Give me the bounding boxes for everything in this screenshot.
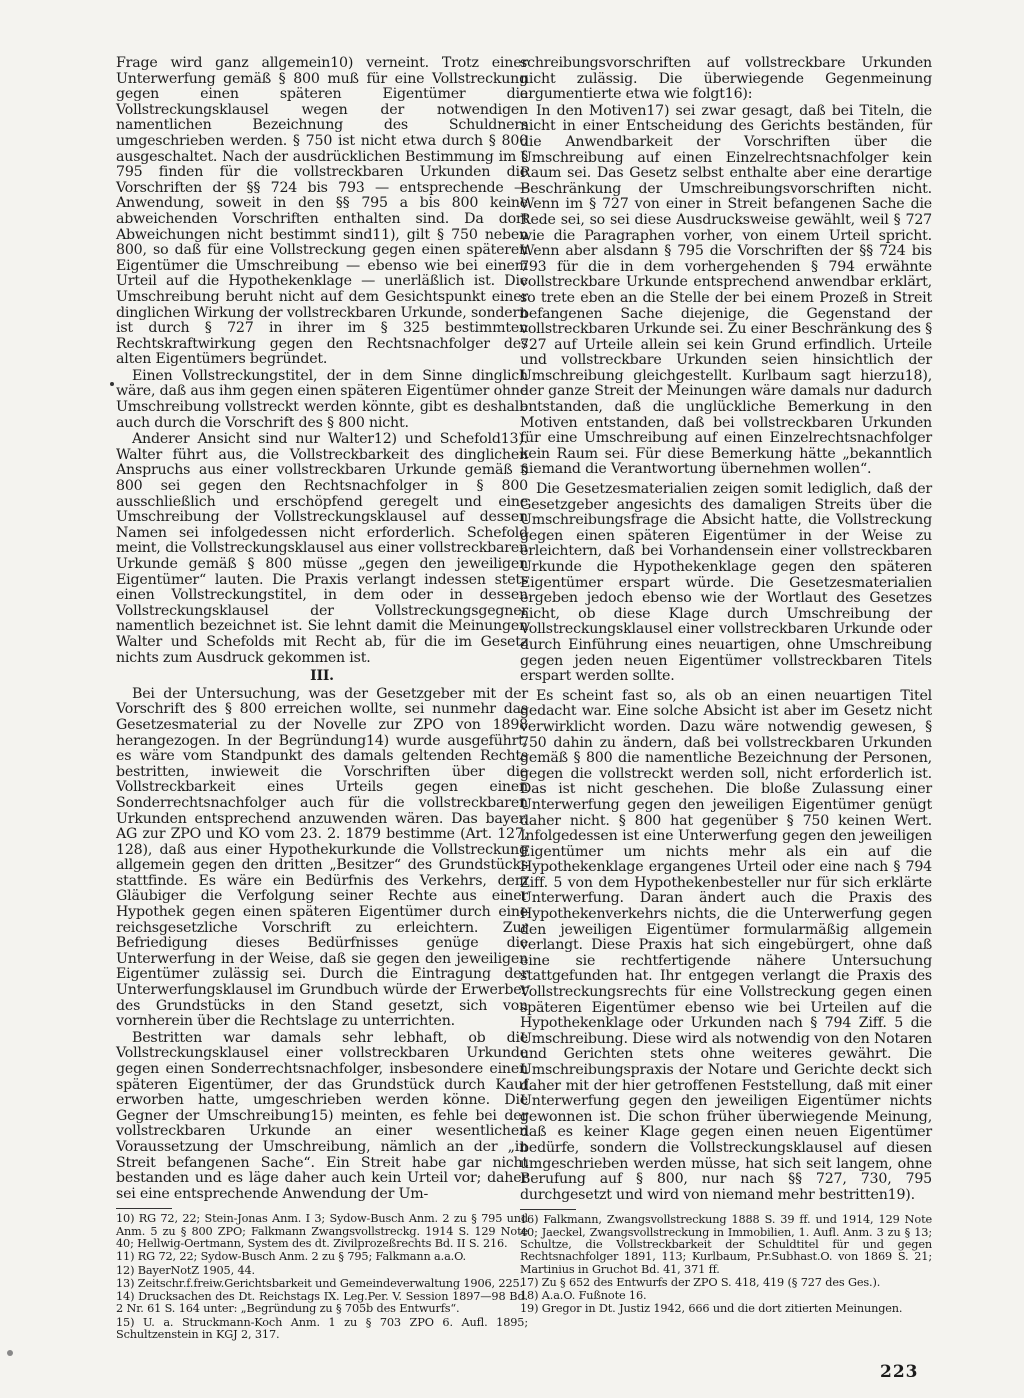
paragraph: Bestritten war damals sehr lebhaft, ob die Vollstreckungsklausel einer vollstreckbaren Urkunde gegen einen Sonderrechtsnachfolger, insbesondere einen späteren Eigentümer, der das Grundstück durch Kauf erworben hatte, umgeschrieben werden könne. Die Gegner der Umschreibung15) meinten, es fehle bei der vollstreckbaren Urkunde an einer wesentlichen Voraussetzung der Umschreibung, nämlich an der „in Streit befangenen Sache“. Ein Streit habe gar nicht bestanden und es läge daher auch kein Urteil vor; daher sei eine entsprechende Anwendung der Um- bbox=[116, 1029, 528, 1202]
paragraph: Anderer Ansicht sind nur Walter12) und Schefold13). Walter führt aus, die Vollstreckbarkeit des dinglichen Anspruchs aus einer vollstreckbaren Urkunde gemäß § 800 sei gegen den Rechtsnachfolger in § 800 ausschließlich und erschöpfend geregelt und eine Umschreibung der Vollstreckungsklausel auf dessen Namen sei infolgedessen nicht erforderlich. Schefold meint, die Vollstreckungsklausel aus einer vollstreckbaren Urkunde gemäß § 800 müsse „gegen den jeweiligen Eigentümer“ lauten. Die Praxis verlangt indessen stets einen Vollstreckungstitel, in dem oder in dessen Vollstreckungsklausel der Vollstreckungsgegner namentlich bezeichnet ist. Sie lehnt damit die Meinungen Walter und Schefolds mit Recht ab, für die im Gesetz nichts zum Ausdruck gekommen ist. bbox=[116, 431, 528, 666]
margin-bullet bbox=[110, 382, 114, 386]
section-heading: III. bbox=[310, 668, 334, 685]
footnote: 14) Drucksachen des Dt. Reichstags IX. Leg.Per. V. Session 1897—98 Bd. 2 Nr. 61 S. 164 unter: „Begründung zu § 705b des Entwurfs“. bbox=[116, 1290, 528, 1316]
margin-mark bbox=[7, 1350, 13, 1356]
paragraph: Es scheint fast so, als ob an einen neuartigen Titel gedacht war. Eine solche Absicht ist aber im Gesetz nicht verwirklicht worden. Dazu wäre notwendig gewesen, § 750 dahin zu ändern, daß bei vollstreckbaren Urkunden gemäß § 800 die namentliche Bezeichnung der Personen, gegen die vollstreckt werden soll, nicht erforderlich ist. Das ist nicht geschehen. Die bloße Zulassung einer Unterwerfung gegen den jeweiligen Eigentümer genügt daher nicht. § 800 hat gegenüber § 750 keinen Wert. Infolgedessen ist eine Unterwerfung gegen den jeweiligen Eigentümer um nichts mehr als ein auf die Hypothekenklage ergangenes Urteil oder eine nach § 794 Ziff. 5 von dem Hypothekenbesteller nur für sich erklärte Unterwerfung. Daran ändert auch die Praxis des Hypothekenverkehrs nichts, die die Unterwerfung gegen den jeweiligen Eigentümer formularmäßig allgemein verlangt. Diese Praxis hat sich eingebürgert, ohne daß eine sie rechtfertigende nähere Untersuchung stattgefunden hat. Ihr entgegen verlangt die Praxis des Vollstreckungsrechts für eine Vollstreckung gegen einen späteren Eigentümer ebenso wie bei Urteilen auf die Hypothekenklage oder Urkunden nach § 794 Ziff. 5 die Umschreibung. Diese wird als notwendig von den Notaren und Gerichten stets ohne weiteres gewährt. Die Umschreibungspraxis der Notare und Gerichte deckt sich daher mit der hier getroffenen Feststellung, daß mit einer Unterwerfung gegen den jeweiligen Eigentümer nichts gewonnen ist. Die schon früher überwiegende Meinung, daß es keiner Klage gegen einen neuen Eigentümer bedürfe, sondern die Vollstreckungsklausel auf diesen umgeschrieben werden müsse, hat sich seit langem, ohne Berufung auf § 800, nur nach §§ 727, 730, 795 durchgesetzt und wird von niemand mehr bestritten19). bbox=[520, 687, 932, 1203]
footnote: 13) Zeitschr.f.freiw.Gerichtsbarkeit und Gemeindeverwaltung 1906, 225. bbox=[116, 1276, 523, 1290]
footnote-divider bbox=[116, 1208, 172, 1209]
footnote: 10) RG 72, 22; Stein-Jonas Anm. I 3; Sydow-Busch Anm. 2 zu § 795 und Anm. 5 zu § 800 ZPO; Falkmann Zwangsvollstreckg. 1914 S. 129 Note 40; Hellwig-Oertmann, System des dt. Zivilprozeßrechts Bd. II S. 216. bbox=[116, 1212, 528, 1250]
paragraph: schreibungsvorschriften auf vollstreckbare Urkunden nicht zulässig. Die überwiegende Gegenmeinung argumentierte etwa wie folgt16): bbox=[520, 55, 932, 103]
footnote: 16) Falkmann, Zwangsvollstreckung 1888 S. 39 ff. und 1914, 129 Note 40; Jaeckel, Zwangsvollstreckung in Immobilien, 1. Aufl. Anm. 3 zu § 13; Schultze, die Vollstreckbarkeit der Schuldtitel für und gegen Rechtsnachfolger 1891, 113; Kurlbaum, Pr.Subhast.O. von 1869 S. 21; Martinius in Gruchot Bd. 41, 371 ff. bbox=[520, 1213, 932, 1276]
left-column bbox=[116, 56, 528, 1342]
paragraph: Einen Vollstreckungstitel, der in dem Sinne dinglich wäre, daß aus ihm gegen einen späteren Eigentümer ohne Umschreibung vollstreckt werden könnte, gibt es deshalb auch durch die Vorschrift des § 800 nicht. bbox=[116, 367, 528, 431]
footnote: 19) Gregor in Dt. Justiz 1942, 666 und die dort zitierten Meinungen. bbox=[520, 1302, 903, 1316]
footnote: 11) RG 72, 22; Sydow-Busch Anm. 2 zu § 795; Falkmann a.a.O. bbox=[116, 1250, 467, 1264]
paragraph: Die Gesetzesmaterialien zeigen somit lediglich, daß der Gesetzgeber angesichts des damaligen Streits über die Umschreibungsfrage die Absicht hatte, die Vollstreckung gegen einen späteren Eigentümer in der Weise zu erleichtern, daß bei Vorhandensein einer vollstreckbaren Urkunde die Hypothekenklage gegen den späteren Eigentümer erspart würde. Die Gesetzesmaterialien ergeben jedoch ebenso wie der Wortlaut des Gesetzes nicht, ob diese Klage durch Umschreibung der Vollstreckungsklausel einer vollstreckbaren Urkunde oder durch Einführung eines neuartigen, ohne Umschreibung gegen jeden neuen Eigentümer vollstreckbaren Titels erspart werden sollte. bbox=[520, 481, 932, 685]
paragraph: In den Motiven17) sei zwar gesagt, daß bei Titeln, die nicht in einer Entscheidung des Gerichts beständen, für die Anwendbarkeit der Vorschriften über die Umschreibung auf einen Einzelrechtsnachfolger kein Raum sei. Das Gesetz selbst enthalte aber eine derartige Beschränkung der Umschreibungsvorschriften nicht. Wenn im § 727 von einer in Streit befangenen Sache die Rede sei, so sei diese Ausdrucksweise gewählt, weil § 727 wie die Paragraphen vorher, von einem Urteil spricht. Wenn aber alsdann § 795 die Vorschriften der §§ 724 bis 793 für die in dem vorhergehenden § 794 erwähnte vollstreckbare Urkunde entsprechend anwendbar erklärt, so trete eben an die Stelle der bei einem Prozeß in Streit befangenen Sache diejenige, die Gegenstand der vollstreckbaren Urkunde sei. Zu einer Beschränkung des § 727 auf Urteile allein sei kein Grund erfindlich. Urteile und vollstreckbare Urkunden seien hinsichtlich der Umschreibung gleichgestellt. Kurlbaum sagt hierzu18), der ganze Streit der Meinungen wäre damals nur dadurch entstanden, daß die unglückliche Bemerkung in den Motiven entstanden, daß bei vollstreckbaren Urkunden für eine Umschreibung auf einen Einzelrechtsnachfolger kein Raum sei. Für diese Bemerkung hätte „bekanntlich niemand die Verantwortung übernehmen wollen“. bbox=[520, 102, 932, 478]
footnote: 15) U. a. Struckmann-Koch Anm. 1 zu § 703 ZPO 6. Aufl. 1895; Schultzenstein in KGJ 2, 317. bbox=[116, 1315, 528, 1342]
footnote: 18) A.a.O. Fußnote 16. bbox=[520, 1289, 647, 1303]
footnote-divider bbox=[520, 1209, 576, 1210]
right-column bbox=[520, 56, 932, 1317]
footnote: 17) Zu § 652 des Entwurfs der ZPO S. 418, 419 (§ 727 des Ges.). bbox=[520, 1275, 881, 1289]
paragraph: Bei der Untersuchung, was der Gesetzgeber mit der Vorschrift des § 800 erreichen wollte, sei nunmehr das Gesetzesmaterial zu der Novelle zur ZPO von 1898 herangezogen. In der Begründung14) wurde ausgeführt, es wäre vom Standpunkt des damals geltenden Rechts bestritten, inwieweit die Vorschriften über die Vollstreckbarkeit eines Urteils gegen einen Sonderrechtsnachfolger auch für die vollstreckbaren Urkunden entsprechend anzuwenden wären. Das bayer. AG zur ZPO und KO vom 23. 2. 1879 bestimme (Art. 127, 128), daß aus einer Hypothekurkunde die Vollstreckung allgemein gegen den dritten „Besitzer“ des Grundstücks stattfinde. Es wäre ein Bedürfnis des Verkehrs, dem Gläubiger die Verfolgung seiner Rechte aus einer Hypothek gegen einen späteren Eigentümer durch eine reichsgesetzliche Vorschrift zu erleichtern. Zur Befriedigung dieses Bedürfnisses genüge die Unterwerfung in der Weise, daß sie gegen den jeweiligen Eigentümer zulässig sei. Durch die Eintragung der Unterwerfungsklausel im Grundbuch würde der Erwerber des Grundstücks in den Stand gesetzt, sich von vornherein über die Rechtslage zu unterrichten. bbox=[116, 685, 528, 1030]
footnote: 12) BayerNotZ 1905, 44. bbox=[116, 1263, 255, 1277]
page-number: 223 bbox=[880, 1362, 919, 1382]
paragraph: Frage wird ganz allgemein10) verneint. Trotz einer Unterwerfung gemäß § 800 muß für eine Vollstreckung gegen einen späteren Eigentümer die Vollstreckungsklausel wegen der notwendigen namentlichen Bezeichnung des Schuldners umgeschrieben werden. § 750 ist nicht etwa durch § 800 ausgeschaltet. Nach der ausdrücklichen Bestimmung im § 795 finden für die vollstreckbaren Urkunden die Vorschriften der §§ 724 bis 793 — entsprechende — Anwendung, soweit in den §§ 795 a bis 800 keine abweichenden Vorschriften enthalten sind. Da dort Abweichungen nicht bestimmt sind11), gilt § 750 neben 800, so daß für eine Vollstreckung gegen einen späteren Eigentümer die Umschreibung — ebenso wie bei einem Urteil auf die Hypothekenklage — unerläßlich ist. Die Umschreibung beruht nicht auf dem Gesichtspunkt einer dinglichen Wirkung der vollstreckbaren Urkunde, sondern ist durch § 727 in ihrer im § 325 bestimmten Rechtskraftwirkung gegen den Rechtsnachfolger des alten Eigentümers begründet. bbox=[116, 55, 528, 368]
